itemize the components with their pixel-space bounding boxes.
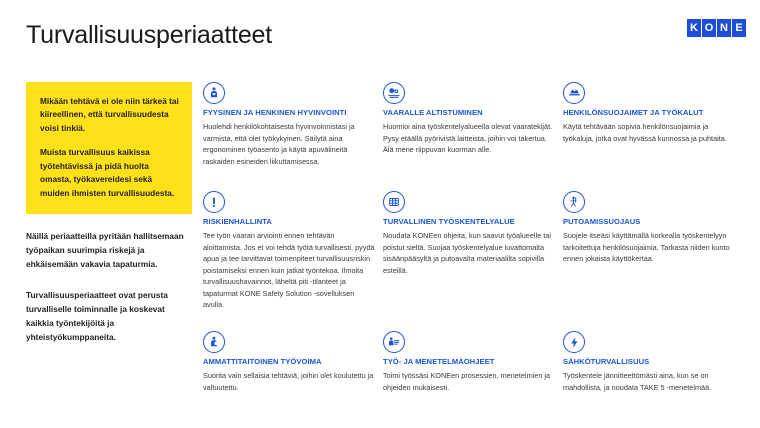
page-title: Turvallisuusperiaatteet — [26, 21, 272, 49]
sidebar-column — [26, 82, 192, 345]
instructions-manual-icon — [383, 331, 405, 353]
card-title: RISKIENHALLINTA — [203, 217, 272, 226]
barrier-fence-icon — [383, 191, 405, 213]
callout-box — [26, 82, 192, 214]
rotating-machinery-icon — [383, 82, 405, 104]
card-title: FYYSINEN JA HENKINEN HYVINVOINTI — [203, 108, 347, 117]
logo-letter-n: N — [717, 19, 731, 37]
card-fyysinen-ja-henkinen-hyvinvointi — [203, 82, 375, 191]
principles-grid — [203, 82, 743, 393]
hard-hat-icon — [563, 82, 585, 104]
card-title: TYÖ- JA MENETELMÄOHJEET — [383, 357, 495, 366]
card-title: PUTOAMISSUOJAUS — [563, 217, 641, 226]
kone-logo — [687, 19, 746, 37]
callout-paragraph-1: Mikään tehtävä ei ole niin tärkeä tai kiireellinen, että turvallisuudesta voisi tinkiä. — [40, 96, 179, 133]
logo-letter-k: K — [687, 19, 701, 37]
logo-letter-o: O — [702, 19, 716, 37]
lightning-bolt-icon — [563, 331, 585, 353]
card-putoamissuojaus — [563, 191, 735, 331]
card-body: Huolehdi henkilökohtaisesta hyvinvoinnistasi ja varmista, että olet työkykyinen. Säilytä aina ergonominen työasento ja käytä apuvälineitä raskaiden esineiden liikuttamisessa. — [203, 122, 355, 166]
card-riskienhallinta — [203, 191, 375, 331]
card-title: SÄHKÖTURVALLISUUS — [563, 357, 650, 366]
worker-training-icon — [203, 331, 225, 353]
callout-paragraph-2: Muista turvallisuus kaikissa työtehtävissä ja pidä huolta omasta, työkavereidesi sekä muiden ihmisten turvallisuudesta. — [40, 147, 175, 198]
card-body: Suorita vain sellaisia tehtäviä, joihin olet koulutettu ja valtuutettu. — [203, 371, 374, 392]
logo-letter-e: E — [732, 19, 746, 37]
card-body: Suojele itseäsi käyttämällä korkealla työskentelyyn tarkoitettuja henkilösuojaimia. Tarkasta niiden kunto ennen jokaista käyttökertaa. — [563, 231, 730, 264]
card-sahkoturvallisuus — [563, 331, 735, 393]
card-title: VAARALLE ALTISTUMINEN — [383, 108, 483, 117]
card-ammattitaitoinen-tyovoima — [203, 331, 375, 393]
card-tyo-ja-menetelmaohjeet — [383, 331, 555, 393]
card-body: Työskentele jännitteettömästi aina, kun se on mahdollista, ja noudata TAKE 5 -menetelmää. — [563, 371, 712, 392]
card-title: TURVALLINEN TYÖSKENTELYALUE — [383, 217, 515, 226]
card-body: Käytä tehtävään sopivia henkilönsuojaimia ja työkaluja, jotka ovat hyvässä kunnossa ja puhtaita. — [563, 122, 727, 143]
sidebar-paragraph-1: Näillä periaatteilla pyritään hallitsemaan työpaikan suurimpia riskejä ja ehkäisemään vakavia tapaturmia. — [26, 231, 184, 269]
card-henkilonsuojaimet-ja-tyokalut — [563, 82, 735, 191]
person-heart-icon — [203, 82, 225, 104]
card-title: AMMATTITAITOINEN TYÖVOIMA — [203, 357, 322, 366]
card-body: Noudata KONEen ohjeita, kun saavut työalueelle tai poistut sieltä. Suojaa työskentelyalue luvattomalta sisäänpääsyltä ja putoavalta materiaalilta sopivilla esteillä. — [383, 231, 551, 275]
card-body: Huomioi aina työskentelyalueella olevat vaaratekijät. Pysy etäällä pyörivistä laitteista, joihin voi takertua. Älä mene riippuvan kuorman alle. — [383, 122, 553, 155]
card-body: Tee työn vaaran arviointi ennen tehtävän aloittamista. Jos et voi tehdä työtä turvallisesti, pyydä apua ja tee tarvittavat toimenpiteet turvallisuusriskin poistamiseksi ennen kuin jatkat työntekoa. Ilmoita turvallisuushavainnot, läheltä piti -tilanteet ja tapaturmat KONE Safety Solution -sovelluksen avulla. — [203, 231, 375, 310]
card-turvallinen-tyoskentelyalue — [383, 191, 555, 331]
card-title: HENKILÖNSUOJAIMET JA TYÖKALUT — [563, 108, 704, 117]
card-body: Toimi työssäsi KONEen prosessien, menetelmien ja ohjeiden mukaisesti. — [383, 371, 551, 392]
sidebar-paragraph-2: Turvallisuusperiaatteet ovat perusta turvalliselle toiminnalle ja koskevat kaikkia työntekijöitä ja yhteistyökumppaneita. — [26, 289, 168, 342]
fall-protection-harness-icon — [563, 191, 585, 213]
exclamation-icon — [203, 191, 225, 213]
card-vaaralle-altistuminen — [383, 82, 555, 191]
